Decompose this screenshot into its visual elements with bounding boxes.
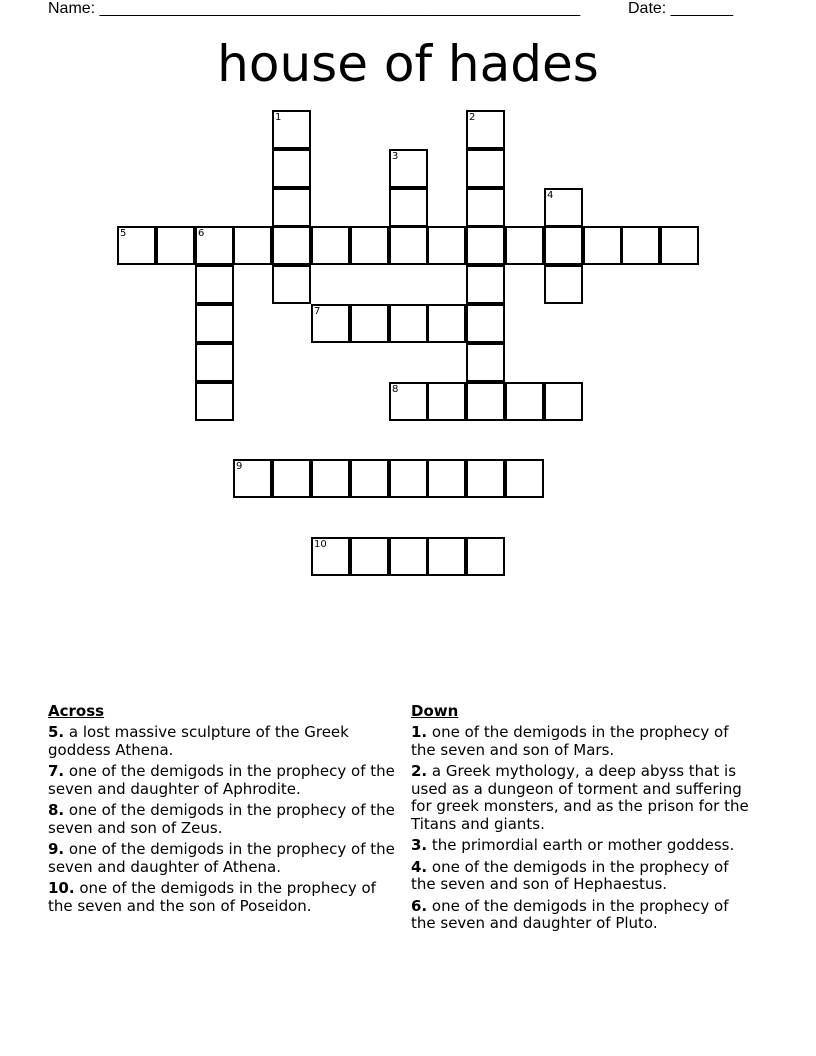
clue-text: one of the demigods in the prophecy of the seven and daughter of Aphrodite. bbox=[48, 762, 395, 798]
grid-cell[interactable] bbox=[427, 304, 466, 343]
across-clues bbox=[48, 702, 398, 919]
grid-cell[interactable] bbox=[427, 537, 466, 576]
clue-number: 3 bbox=[392, 151, 399, 162]
grid-cell[interactable] bbox=[272, 459, 311, 498]
grid-cell[interactable] bbox=[311, 537, 350, 576]
clue-text: one of the demigods in the prophecy of the seven and daughter of Athena. bbox=[48, 840, 395, 876]
clue-text: a lost massive sculpture of the Greek goddess Athena. bbox=[48, 723, 349, 759]
grid-cell[interactable] bbox=[466, 265, 505, 304]
grid-cell[interactable] bbox=[272, 226, 311, 265]
grid-cell[interactable] bbox=[389, 537, 428, 576]
grid-cell[interactable] bbox=[389, 226, 428, 265]
grid-cell[interactable] bbox=[311, 304, 350, 343]
grid-cell[interactable] bbox=[505, 459, 544, 498]
grid-cell[interactable] bbox=[466, 226, 505, 265]
clue-number: 3. bbox=[411, 836, 428, 854]
clue-text: the primordial earth or mother goddess. bbox=[427, 836, 735, 854]
clue-number: 1. bbox=[411, 723, 428, 741]
grid-cell[interactable] bbox=[544, 188, 583, 227]
down-clue bbox=[411, 859, 756, 894]
grid-cell[interactable] bbox=[621, 226, 660, 265]
clue-number: 8. bbox=[48, 801, 65, 819]
grid-cell[interactable] bbox=[350, 226, 389, 265]
grid-cell[interactable] bbox=[466, 188, 505, 227]
name-field-label: Name: ______________________________________________________ bbox=[48, 0, 581, 17]
across-clue bbox=[48, 763, 398, 798]
clue-number: 10. bbox=[48, 879, 75, 897]
grid-cell[interactable] bbox=[544, 265, 583, 304]
grid-cell[interactable] bbox=[311, 459, 350, 498]
clue-number: 7. bbox=[48, 762, 65, 780]
grid-cell[interactable] bbox=[389, 149, 428, 188]
clue-number: 6 bbox=[198, 228, 205, 239]
clue-number: 2. bbox=[411, 762, 428, 780]
down-heading: Down bbox=[411, 702, 459, 720]
clue-number: 8 bbox=[392, 384, 399, 395]
grid-cell[interactable] bbox=[466, 382, 505, 421]
grid-cell[interactable] bbox=[389, 304, 428, 343]
clue-text: one of the demigods in the prophecy of the seven and son of Hephaestus. bbox=[411, 857, 729, 893]
clue-number: 10 bbox=[314, 539, 327, 550]
grid-cell[interactable] bbox=[233, 459, 272, 498]
clue-number: 5. bbox=[48, 723, 65, 741]
grid-cell[interactable] bbox=[466, 459, 505, 498]
page-title: house of hades bbox=[217, 35, 599, 93]
grid-cell[interactable] bbox=[272, 149, 311, 188]
clue-text: a Greek mythology, a deep abyss that is used as a dungeon of torment and suffering for greek monsters, and as the prison for the Titans and giants. bbox=[411, 762, 749, 833]
grid-cell[interactable] bbox=[544, 382, 583, 421]
down-clue bbox=[411, 898, 756, 933]
clue-text: one of the demigods in the prophecy of the seven and son of Zeus. bbox=[48, 801, 395, 837]
clue-number: 4. bbox=[411, 857, 428, 876]
grid-cell[interactable] bbox=[195, 304, 234, 343]
down-clues bbox=[411, 702, 756, 937]
grid-cell[interactable] bbox=[505, 382, 544, 421]
across-clue bbox=[48, 802, 398, 837]
date-field-label: Date: _______ bbox=[628, 0, 733, 17]
clue-number: 6. bbox=[411, 896, 428, 915]
grid-cell[interactable] bbox=[583, 226, 622, 265]
header bbox=[48, 0, 748, 20]
grid-cell[interactable] bbox=[466, 537, 505, 576]
grid-cell[interactable] bbox=[544, 226, 583, 265]
grid-cell[interactable] bbox=[427, 382, 466, 421]
across-clue bbox=[48, 724, 398, 759]
clue-text: one of the demigods in the prophecy of the seven and the son of Poseidon. bbox=[48, 879, 376, 915]
grid-cell[interactable] bbox=[117, 226, 156, 265]
grid-cell[interactable] bbox=[466, 304, 505, 343]
grid-cell[interactable] bbox=[389, 188, 428, 227]
grid-cell[interactable] bbox=[466, 110, 505, 149]
grid-cell[interactable] bbox=[156, 226, 195, 265]
clue-number: 5 bbox=[120, 228, 127, 239]
clue-text: one of the demigods in the prophecy of the seven and daughter of Pluto. bbox=[411, 896, 729, 932]
grid-cell[interactable] bbox=[272, 110, 311, 149]
grid-cell[interactable] bbox=[427, 226, 466, 265]
grid-cell[interactable] bbox=[350, 304, 389, 343]
grid-cell[interactable] bbox=[389, 382, 428, 421]
grid-cell[interactable] bbox=[350, 459, 389, 498]
clue-number: 2 bbox=[469, 112, 476, 123]
grid-cell[interactable] bbox=[233, 226, 272, 265]
grid-cell[interactable] bbox=[195, 343, 234, 382]
grid-cell[interactable] bbox=[466, 149, 505, 188]
down-clue bbox=[411, 837, 756, 855]
clue-number: 7 bbox=[314, 306, 321, 317]
grid-cell[interactable] bbox=[311, 226, 350, 265]
grid-cell[interactable] bbox=[272, 188, 311, 227]
across-heading: Across bbox=[48, 702, 105, 720]
grid-cell[interactable] bbox=[350, 537, 389, 576]
clue-number: 9. bbox=[48, 840, 65, 858]
grid-cell[interactable] bbox=[195, 226, 234, 265]
grid-cell[interactable] bbox=[660, 226, 699, 265]
grid-cell[interactable] bbox=[195, 265, 234, 304]
clue-text: one of the demigods in the prophecy of the seven and son of Mars. bbox=[411, 723, 729, 759]
grid-cell[interactable] bbox=[272, 265, 311, 304]
down-clue bbox=[411, 724, 756, 759]
grid-cell[interactable] bbox=[195, 382, 234, 421]
grid-cell[interactable] bbox=[505, 226, 544, 265]
grid-cell[interactable] bbox=[427, 459, 466, 498]
clue-number: 4 bbox=[547, 190, 554, 201]
clue-number: 1 bbox=[275, 112, 282, 123]
down-clue bbox=[411, 763, 756, 833]
across-clue bbox=[48, 841, 398, 876]
clue-number: 9 bbox=[236, 461, 243, 472]
grid-cell[interactable] bbox=[389, 459, 428, 498]
across-clue bbox=[48, 880, 398, 915]
grid-cell[interactable] bbox=[466, 343, 505, 382]
